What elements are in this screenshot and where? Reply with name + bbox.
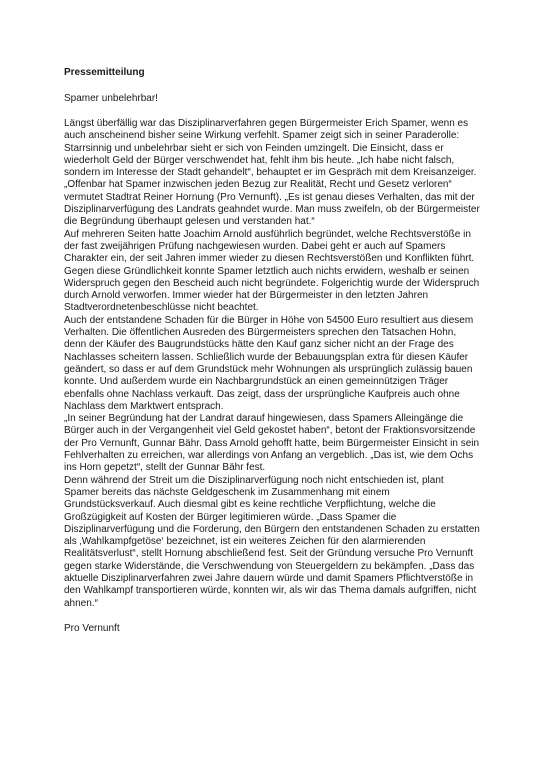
body-paragraph-1: Längst überfällig war das Disziplinarverfahren gegen Bürgermeister Erich Spamer, wenn es auch anscheinend bisher seine Wirkung verfehlt. Spamer zeigt sich in seiner Paraderolle: Starrsinnig und unbelehrbar sieht er sich von Feinden umzingelt. Die Einsicht, dass er wiederholt Geld der Bürger verschwendet hat, fehlt ihm bis heute. „Ich habe nicht falsch, sondern im Interesse der Stadt gehandelt“, behauptet er im Gespräch mit dem Kreisanzeiger. „Offenbar hat Spamer inzwischen jeden Bezug zur Realität, Recht und Gesetz verloren“ vermutet Stadtrat Reiner Hornung (Pro Vernunft). „Es ist genau dieses Verhalten, das mit der Disziplinarverfügung des Landrats geahndet wurde. Man muss zweifeln, ob der Bürgermeister die Begründung überhaupt gelesen und verstanden hat.“ [64, 118, 480, 228]
document-subtitle: Spamer unbelehrbar! [64, 93, 158, 104]
press-release-page [64, 66, 480, 635]
document-signature: Pro Vernunft [64, 622, 120, 634]
document-heading: Pressemitteilung [64, 67, 145, 78]
body-paragraph-5: Denn während der Streit um die Disziplinarverfügung noch nicht entschieden ist, plant Spamer bereits das nächste Geldgeschenk im Zusammenhang mit einem Grundstücksverkauf. Auch diesmal gibt es keine rechtliche Verpflichtung, welche die Großzügigkeit auf Kosten der Bürger legitimieren würde. „Dass Spamer die Disziplinarverfügung und die Forderung, den Bürgern den entstandenen Schaden zu erstatten als ‚Wahlkampfgetöse‘ bezeichnet, ist ein weiteres Zeichen für den alarmierenden Realitätsverlust“, stellt Hornung abschließend fest. Seit der Gründung versuche Pro Vernunft gegen starke Widerstände, die Verschwendung von Steuergeldern zu bekämpfen. „Dass das aktuelle Disziplinarverfahren zwei Jahre dauern würde und damit Spamers Pflichtverstöße in den Wahlkampf transportieren würde, konnten wir, als wir das Thema damals aufgriffen, nicht ahnen.“ [64, 474, 480, 609]
body-paragraph-2: Auf mehreren Seiten hatte Joachim Arnold ausführlich begründet, welche Rechtsverstöße in der fast zweijährigen Prüfung nachgewiesen wurden. Dabei geht er auch auf Spamers Charakter ein, der seit Jahren immer wieder zu diesen Rechtsverstößen und Konflikten führt. Gegen diese Gründlichkeit konnte Spamer letztlich auch nichts erwidern, weshalb er seinen Widerspruch gegen den Bescheid auch nicht begründete. Folgerichtig wurde der Widerspruch durch Arnold verworfen. Immer wieder hat der Bürgermeister in den letzten Jahren Stadtverordnetenbeschlüsse nicht beachtet. [64, 228, 480, 314]
body-paragraph-4: „In seiner Begründung hat der Landrat darauf hingewiesen, dass Spamers Alleingänge die Bürger auch in der Vergangenheit viel Geld gekostet haben“, betont der Fraktionsvorsitzende der Pro Vernunft, Gunnar Bähr. Dass Arnold gehofft hatte, beim Bürgermeister Einsicht in sein Fehlverhalten zu erreichen, war allerdings von Anfang an vergeblich. „Das ist, wie dem Ochs ins Horn gepetzt“, stellt der Gunnar Bähr fest. [64, 413, 480, 474]
body-paragraph-3: Auch der entstandene Schaden für die Bürger in Höhe von 54500 Euro resultiert aus diesem Verhalten. Die öffentlichen Ausreden des Bürgermeisters sprechen den Tatsachen Hohn, denn der Käufer des Baugrundstücks hätte den Kauf ganz sicher nicht an der Frage des Nachlasses scheitern lassen. Schließlich wurde der Bebauungsplan extra für diesen Käufer geändert, so dass er auf dem Grundstück mehr Wohnungen als ursprünglich zulässig bauen konnte. Und außerdem wurde ein Nachbargrundstück an einen gemeinnützigen Träger ebenfalls ohne Nachlass verkauft. Das zeigt, dass der ursprüngliche Kaufpreis auch ohne Nachlass dem Marktwert entsprach. [64, 314, 474, 412]
document-body [64, 118, 480, 610]
